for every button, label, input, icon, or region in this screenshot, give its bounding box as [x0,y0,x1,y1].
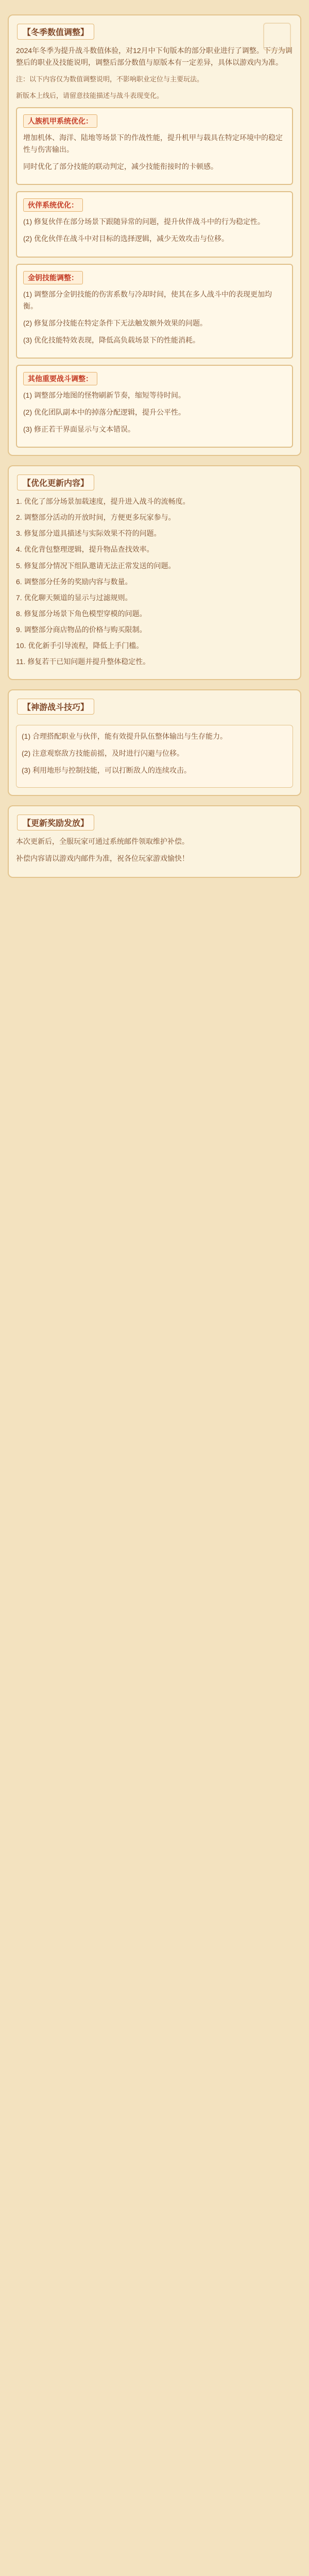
section-bug [16,191,293,257]
bug-title: 伙伴系统优化： [23,198,83,212]
bug-line-2: (2) 优化伙伴在战斗中对目标的选择逻辑，减少无效攻击与位移。 [23,234,229,243]
intro-title: 【冬季数值调整】 [17,24,94,40]
faq-list [16,496,293,668]
faq-item-11: 11. 修复若干已知问题并提升整体稳定性。 [16,657,150,666]
card-faq [8,465,301,680]
intro-note-1: 注：以下内容仅为数值调整说明，不影响职业定位与主要玩法。 [16,75,204,83]
section-human [16,107,293,185]
card-mystic [8,689,301,795]
closing-title: 【更新奖励发放】 [17,815,94,831]
other-line-1: (1) 调整部分地图的怪物刷新节奏，缩短等待时间。 [23,391,185,399]
human-line-1: 增加机体、海洋、陆地等场景下的作战性能，提升机甲与载具在特定环境中的稳定性与伤害输出。 [23,133,283,154]
human-line-2: 同时优化了部分技能的联动判定，减少技能衔接时的卡顿感。 [23,162,218,171]
faq-item-1: 1. 优化了部分场景加载速度，提升进入战斗的流畅度。 [16,497,190,506]
other-line-2: (2) 优化团队副本中的掉落分配逻辑，提升公平性。 [23,408,185,416]
bug-line-1: (1) 修复伙伴在部分场景下跟随异常的问题，提升伙伴战斗中的行为稳定性。 [23,217,265,226]
section-growth [16,264,293,359]
faq-item-2: 2. 调整部分活动的开放时间，方便更多玩家参与。 [16,513,176,522]
faq-item-10: 10. 优化新手引导流程，降低上手门槛。 [16,641,144,650]
growth-title: 金钥技能调整： [23,271,83,284]
faq-item-3: 3. 修复部分道具描述与实际效果不符的问题。 [16,529,161,538]
human-title: 人族机甲系统优化： [23,114,97,128]
card-intro [8,14,301,456]
closing-line-1: 本次更新后，全服玩家可通过系统邮件领取维护补偿。 [16,837,189,845]
faq-item-8: 8. 修复部分场景下角色模型穿模的问题。 [16,609,147,618]
faq-item-6: 6. 调整部分任务的奖励内容与数量。 [16,577,132,586]
footer-space [8,878,301,888]
section-other [16,365,293,448]
other-title: 其他重要战斗调整： [23,372,97,385]
decor-stamp [263,23,291,50]
mystic-line-1: (1) 合理搭配职业与伙伴，能有效提升队伍整体输出与生存能力。 [22,732,227,741]
intro-text: 2024年冬季为提升战斗数值体验，对12月中下旬版本的部分职业进行了调整。下方为调整后的职业及技能说明，调整后部分数值与原版本有一定差异，具体以游戏内为准。 [16,46,293,67]
growth-line-2: (2) 修复部分技能在特定条件下无法触发额外效果的问题。 [23,318,207,327]
page [0,0,309,888]
faq-title: 【优化更新内容】 [17,474,94,490]
mystic-line-3: (3) 利用地形与控制技能，可以打断敌人的连续攻击。 [22,766,191,775]
faq-item-7: 7. 优化聊天频道的显示与过滤规则。 [16,593,132,602]
mystic-title: 【神游战斗技巧】 [17,699,94,715]
mystic-line-2: (2) 注意观察敌方技能前摇，及时进行闪避与位移。 [22,749,184,758]
growth-line-3: (3) 优化技能特效表现，降低高负载场景下的性能消耗。 [23,335,200,344]
intro-note-2: 新版本上线后，请留意技能描述与战斗表现变化。 [16,91,164,99]
faq-item-9: 9. 调整部分商店物品的价格与购买限制。 [16,625,147,634]
mystic-box [16,725,293,787]
other-line-3: (3) 修正若干界面显示与文本错误。 [23,425,135,434]
card-closing [8,805,301,878]
closing-line-2: 补偿内容请以游戏内邮件为准，祝各位玩家游戏愉快！ [16,854,189,862]
faq-item-5: 5. 修复部分情况下组队邀请无法正常发送的问题。 [16,561,176,570]
faq-item-4: 4. 优化背包整理逻辑，提升物品查找效率。 [16,545,154,554]
growth-line-1: (1) 调整部分金钥技能的伤害系数与冷却时间，使其在多人战斗中的表现更加均衡。 [23,290,272,310]
